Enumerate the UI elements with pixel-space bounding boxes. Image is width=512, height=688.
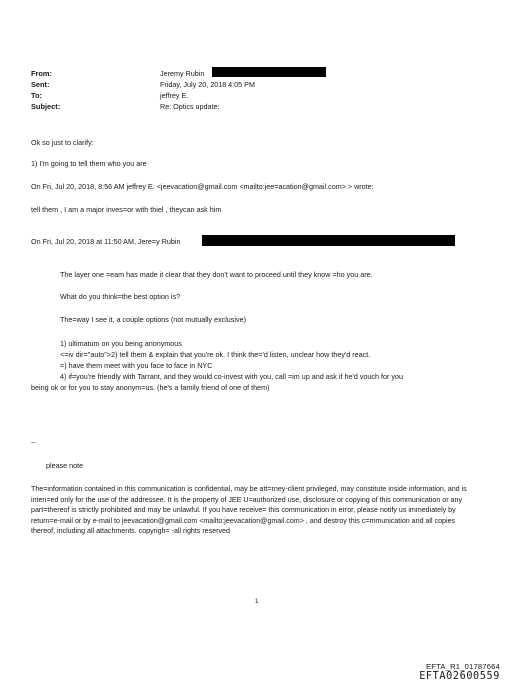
- to-label: To:: [31, 91, 42, 100]
- signature-separator: --: [31, 438, 36, 447]
- from-label: From:: [31, 69, 52, 78]
- bates-number-2: EFTA02600559: [419, 671, 500, 682]
- from-value: Jeremy Rubin: [160, 69, 205, 78]
- redaction-from: [212, 67, 326, 77]
- subject-label: Subject:: [31, 102, 61, 111]
- quoted-line: <=iv dir="auto">2) tell them & explain that you're ok. I think the='d listen, unclear how they'd react.: [60, 350, 371, 359]
- quoted-line: being ok or for you to stay anonym=us. (he's a family friend of one of them): [31, 383, 270, 392]
- sent-label: Sent:: [31, 80, 50, 89]
- quoted-line: The=way I see it, a couple options (not mutually exclusive): [60, 315, 246, 324]
- body-line: 1) I'm going to tell them who you are: [31, 159, 147, 168]
- to-value: jeffrey E.: [160, 91, 189, 100]
- please-note: please note: [46, 461, 84, 470]
- redaction-email: [202, 235, 455, 246]
- sent-value: Friday, July 20, 2018 4:05 PM: [160, 80, 255, 89]
- body-line: tell them , I am a major inves=or with thiel , theycan ask him: [31, 205, 222, 214]
- quoted-line: The layer one =eam has made it clear that they don't want to proceed until they know =ho you are.: [60, 270, 373, 279]
- body-line: Ok so just to clarify:: [31, 138, 94, 147]
- confidentiality-disclaimer: The=information contained in this communication is confidential, may be att=rney-client privileged, may constitute inside information, and is inten=ed only for the use of the addressee. It is the property of JEE U=authorized use, disclosure or copying of this communication or any part=thereof is strictly prohibited and may be unlawful. If you have receive= this communication in error, please notify us immediately by return=e-mail or by e-mail to jeevacation@gmail.com <mailto:jeevacation@gmail.com> , and destroy this c=mmunication and all copies thereof, including all attachments. copyrigh= -all rights reserved: [31, 485, 467, 536]
- quoted-line: =) have them meet with you face to face in NYC: [60, 361, 213, 370]
- quoted-line: 1) ultimatum on you being anonymous: [60, 339, 182, 348]
- quoted-line: What do you think=the best option is?: [60, 292, 181, 301]
- page-number: 1: [255, 599, 259, 605]
- subject-value: Re: Optics update:: [160, 102, 220, 111]
- quoted-line: 4) if=you're friendly with Tarrant, and they would co-invest with you, call =im up and ask if he'd vouch for you: [60, 372, 403, 381]
- quoted-header: On Fri, Jul 20, 2018 at 11:50 AM, Jere=y Rubin: [31, 237, 181, 246]
- quoted-header: On Fri, Jul 20, 2018, 8:56 AM jeffrey E. <jeevacation@gmail.com <mailto:jee=acation@gmail.com> > wrote:: [31, 182, 374, 191]
- bates-number-1: EFTA_R1_01787664: [426, 662, 500, 671]
